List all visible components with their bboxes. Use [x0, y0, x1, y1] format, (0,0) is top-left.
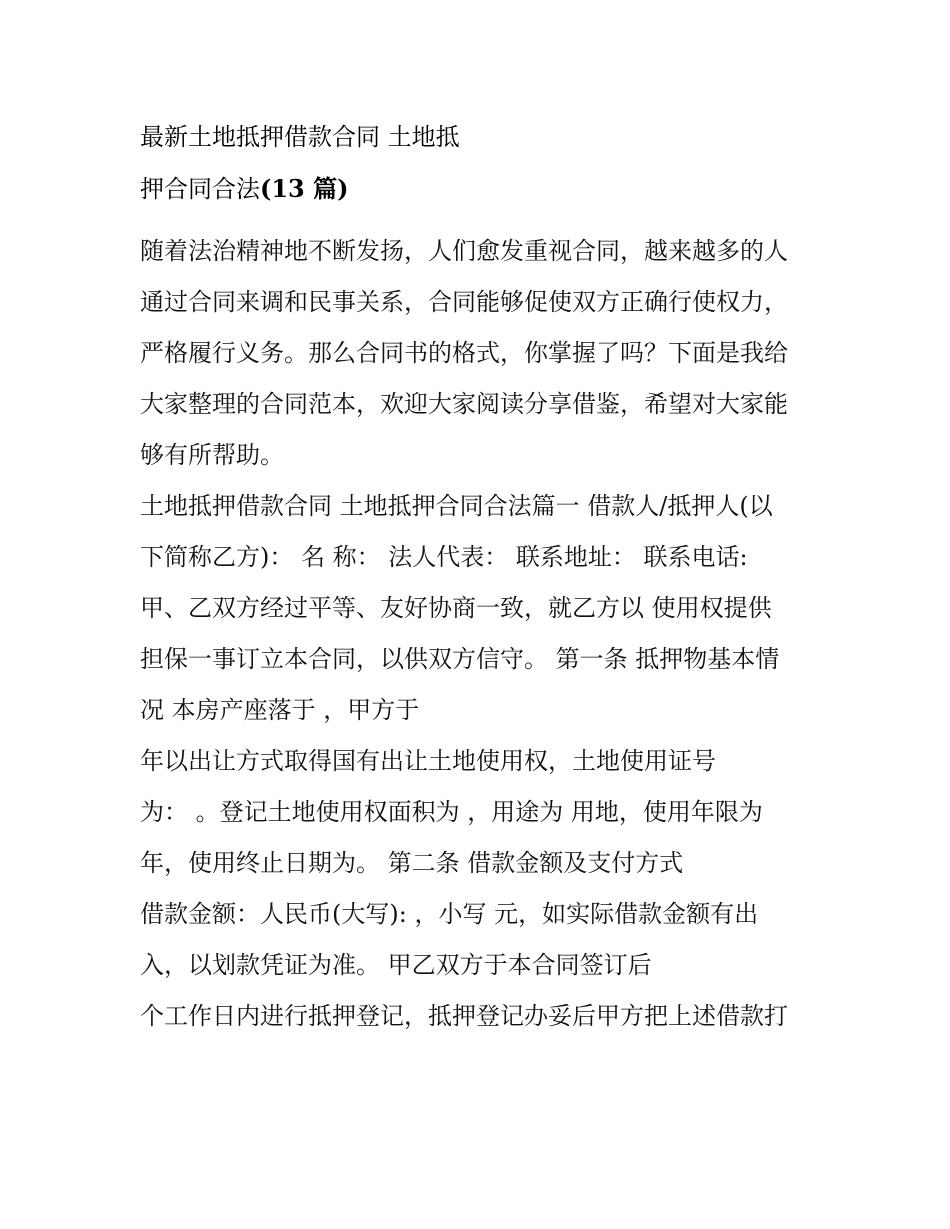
title-line-2-prefix: 押合同合法: [140, 175, 260, 203]
body-line: 下简称乙方)： 名 称： 法人代表： 联系地址： 联系电话:: [140, 543, 748, 571]
document-page: [140, 112, 820, 1042]
body-line: 随着法治精神地不断发扬，人们愈发重视合同，越来越多的人: [140, 237, 788, 265]
title-line-1: 最新土地抵押借款合同 土地抵: [140, 123, 460, 151]
body-line: 况 本房产座落于 ，甲方于: [140, 696, 420, 724]
body-line: 土地抵押借款合同 土地抵押合同合法篇一 借款人/抵押人(以: [140, 492, 773, 520]
body-line: 入，以划款凭证为准。 甲乙双方于本合同签订后: [140, 951, 652, 979]
body-line: 大家整理的合同范本，欢迎大家阅读分享借鉴，希望对大家能: [140, 390, 788, 418]
title-line-2: [140, 163, 820, 214]
body-line: 个工作日内进行抵押登记，抵押登记办妥后甲方把上述借款打: [140, 1002, 788, 1030]
body-line: 甲、乙双方经过平等、友好协商一致，就乙方以 使用权提供: [140, 594, 772, 622]
document-body: [140, 226, 820, 1042]
title-line-2-suffix: (13 篇): [260, 174, 349, 203]
document-title: [140, 112, 820, 214]
body-line: 年，使用终止日期为。 第二条 借款金额及支付方式: [140, 849, 684, 877]
body-line: 担保一事订立本合同，以供双方信守。 第一条 抵押物基本情: [140, 645, 780, 673]
body-line: 够有所帮助。: [140, 441, 284, 469]
body-line: 借款金额：人民币(大写): ，小写 元，如实际借款金额有出: [140, 900, 759, 928]
body-line: 通过合同来调和民事关系，合同能够促使双方正确行使权力，: [140, 288, 788, 316]
body-line: 严格履行义务。那么合同书的格式，你掌握了吗？下面是我给: [140, 339, 788, 367]
body-line: 为： 。登记土地使用权面积为 ，用途为 用地，使用年限为: [140, 798, 763, 826]
body-line: 年以出让方式取得国有出让土地使用权，土地使用证号: [140, 747, 716, 775]
